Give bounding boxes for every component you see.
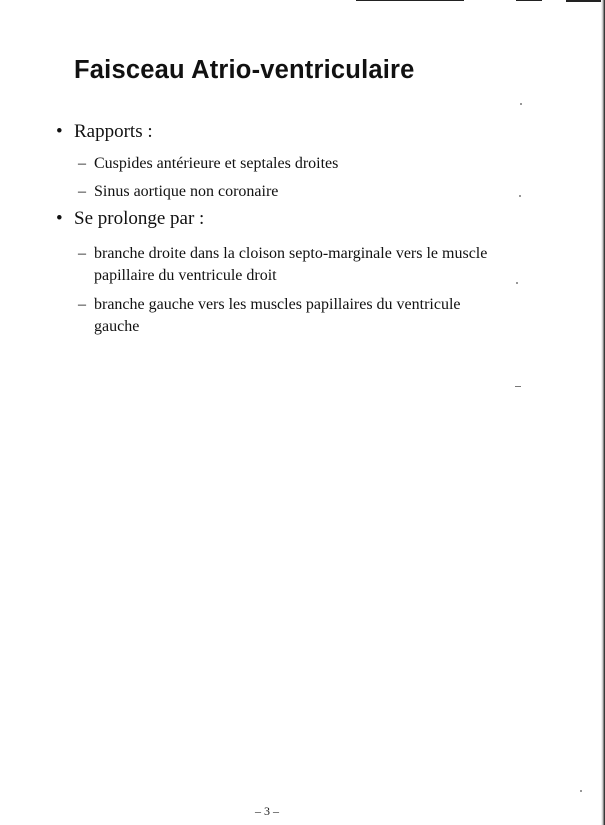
scan-artifact-right-edge — [601, 0, 605, 825]
scan-artifact-top-line — [356, 0, 464, 1]
scan-artifact-top-line-right — [516, 0, 542, 1]
bullet-icon: • — [56, 121, 63, 142]
scan-artifact-top-right-corner — [566, 0, 605, 2]
scan-speck — [515, 386, 521, 387]
bullet-se-prolonge-par — [56, 208, 204, 230]
list-item-text: branche gauche vers les muscles papillaires du ventricule gauche — [94, 296, 461, 335]
dash-icon: – — [78, 296, 86, 313]
scan-speck — [580, 790, 582, 792]
dash-icon: – — [78, 155, 86, 172]
bullet-rapports — [56, 121, 153, 143]
list-item — [78, 153, 508, 175]
scan-speck — [520, 103, 522, 105]
page-title: Faisceau Atrio-ventriculaire — [74, 56, 415, 84]
page-number: – 3 – — [255, 804, 279, 818]
list-item — [78, 294, 498, 338]
list-item-text: Cuspides antérieure et septales droites — [94, 155, 339, 172]
dash-icon: – — [78, 245, 86, 262]
list-item — [78, 243, 524, 287]
list-item-text: Sinus aortique non coronaire — [94, 183, 279, 200]
list-item — [78, 181, 508, 203]
bullet-label: Rapports : — [74, 121, 153, 142]
scan-speck — [519, 195, 521, 197]
bullet-icon: • — [56, 208, 63, 229]
dash-icon: – — [78, 183, 86, 200]
bullet-label: Se prolonge par : — [74, 208, 205, 229]
list-item-text: branche droite dans la cloison septo-marginale vers le muscle papillaire du ventricule droit — [94, 245, 488, 284]
